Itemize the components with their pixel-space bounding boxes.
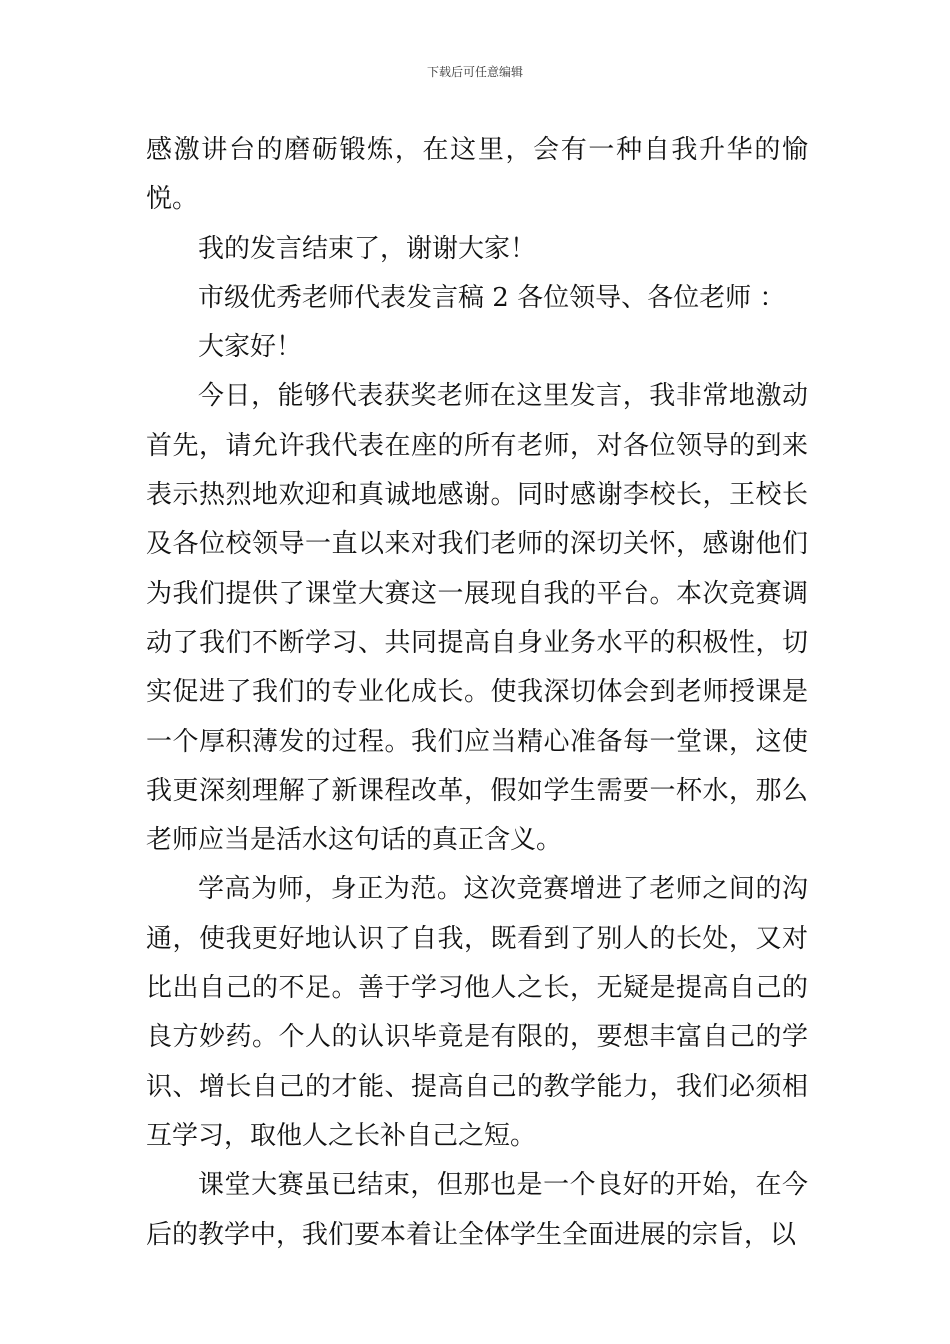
paragraph-7: 课堂大赛虽已结束，但那也是一个良好的开始，在今后的教学中，我们要本着让全体学生全面进展的宗旨，以	[146, 1170, 808, 1250]
paragraph-6: 学高为师，身正为范。这次竞赛增进了老师之间的沟通，使我更好地认识了自我，既看到了别人的长处，又对比出自己的不足。善于学习他人之长，无疑是提高自己的良方妙药。个人的认识毕竟是有限的，要想丰富自己的学识、增长自己的才能、提高自己的教学能力，我们必须相互学习，取他人之长补自己之短。	[146, 874, 808, 1151]
page-header: 下载后可任意编辑	[426, 65, 523, 79]
paragraph-4: 大家好！	[198, 332, 303, 363]
paragraph-5: 今日，能够代表获奖老师在这里发言，我非常地激动首先，请允许我代表在座的所有老师，对各位领导的到来表示热烈地欢迎和真诚地感谢。同时感谢李校长，王校长及各位校领导一直以来对我们老师的深切关怀，感谢他们为我们提供了课堂大赛这一展现自我的平台。本次竞赛调动了我们不断学习、共同提高自身业务水平的积极性，切实促进了我们的专业化成长。使我深切体会到老师授课是一个厚积薄发的过程。我们应当精心准备每一堂课，这使我更深刻理解了新课程改革，假如学生需要一杯水，那么老师应当是活水这句话的真正含义。	[146, 381, 808, 856]
paragraph-3: 市级优秀老师代表发言稿 2 各位领导、各位老师 ：	[198, 282, 786, 313]
paragraph-1: 感激讲台的磨砺锻炼，在这里，会有一种自我升华的愉悦。	[146, 135, 808, 215]
paragraph-2: 我的发言结束了，谢谢大家！	[198, 233, 537, 264]
document-body	[146, 126, 808, 1260]
